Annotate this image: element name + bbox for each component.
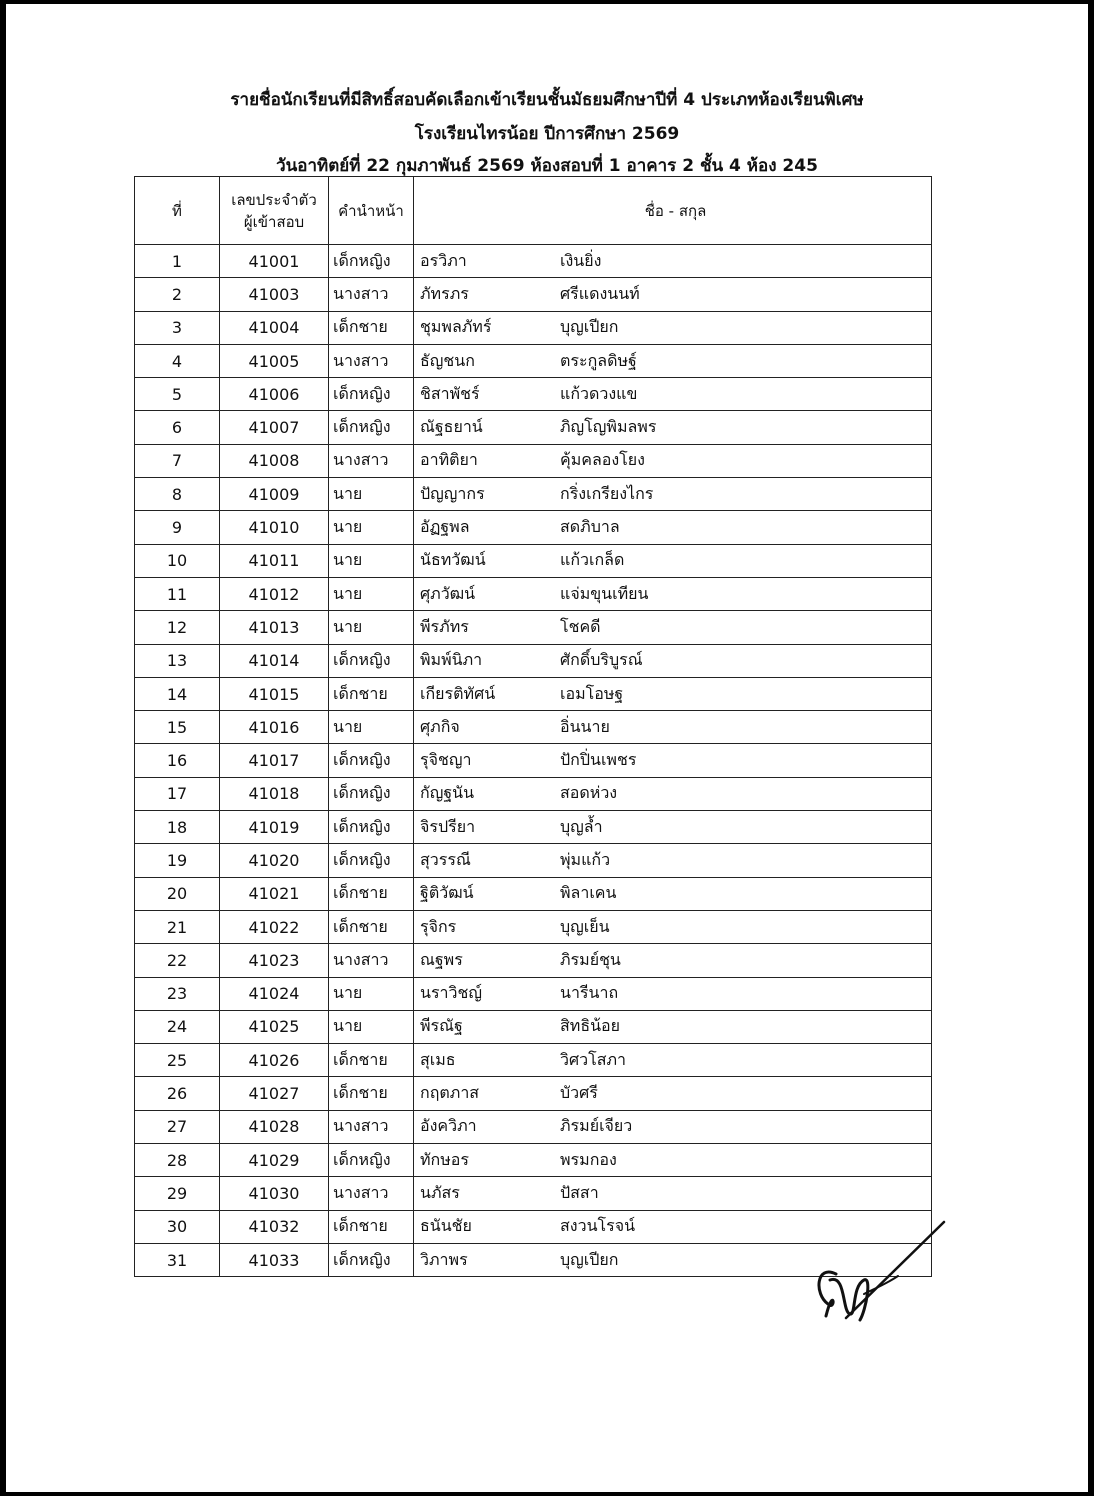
cell-full-name: [414, 611, 932, 644]
table-row: [135, 344, 932, 377]
last-name: ภิญโญพิมลพร: [560, 417, 657, 437]
cell-candidate-id: 41012: [220, 577, 329, 610]
cell-prefix: นาย: [329, 977, 414, 1010]
cell-no: 23: [135, 977, 220, 1010]
table-body: [135, 245, 932, 1277]
table-row: [135, 811, 932, 844]
cell-prefix: เด็กชาย: [329, 910, 414, 943]
column-header-id: [220, 177, 329, 245]
table-row: [135, 644, 932, 677]
last-name: ตระกูลดิษฐ์: [560, 350, 637, 370]
cell-candidate-id: 41033: [220, 1243, 329, 1276]
cell-candidate-id: 41019: [220, 811, 329, 844]
cell-full-name: [414, 411, 932, 444]
cell-full-name: [414, 478, 932, 511]
first-name: นัธทวัฒน์: [420, 550, 486, 570]
cell-candidate-id: 41013: [220, 611, 329, 644]
cell-prefix: เด็กหญิง: [329, 378, 414, 411]
first-name: นภัสร: [420, 1182, 460, 1202]
last-name: นารีนาถ: [560, 983, 619, 1003]
cell-prefix: เด็กหญิง: [329, 1144, 414, 1177]
table-row: [135, 711, 932, 744]
title-line-3: วันอาทิตย์ที่ 22 กุมภาพันธ์ 2569 ห้องสอบที่ 1 อาคาร 2 ชั้น 4 ห้อง 245: [276, 156, 818, 176]
cell-no: 26: [135, 1077, 220, 1110]
cell-full-name: [414, 344, 932, 377]
cell-no: 1: [135, 245, 220, 278]
last-name: เอมโอษฐ: [560, 683, 624, 703]
cell-no: 3: [135, 311, 220, 344]
cell-full-name: [414, 1110, 932, 1143]
table-row: [135, 611, 932, 644]
cell-no: 6: [135, 411, 220, 444]
cell-full-name: [414, 744, 932, 777]
first-name: ภัทรภร: [420, 283, 469, 303]
table-row: [135, 1077, 932, 1110]
table-header-row: [135, 177, 932, 245]
cell-no: 7: [135, 444, 220, 477]
cell-prefix: นางสาว: [329, 344, 414, 377]
cell-candidate-id: 41015: [220, 677, 329, 710]
cell-candidate-id: 41021: [220, 877, 329, 910]
cell-full-name: [414, 777, 932, 810]
cell-candidate-id: 41023: [220, 944, 329, 977]
last-name: อิ่นนาย: [560, 716, 610, 736]
cell-candidate-id: 41020: [220, 844, 329, 877]
cell-candidate-id: 41006: [220, 378, 329, 411]
last-name: แก้วดวงแข: [560, 383, 638, 403]
cell-prefix: เด็กชาย: [329, 1044, 414, 1077]
last-name: สิทธิน้อย: [560, 1016, 620, 1036]
student-roster-table: [134, 176, 932, 1277]
cell-prefix: นางสาว: [329, 444, 414, 477]
cell-prefix: เด็กหญิง: [329, 245, 414, 278]
first-name: กัญฐนัน: [420, 783, 475, 803]
first-name: ศุภวัฒน์: [420, 583, 476, 603]
first-name: ณฐพร: [420, 949, 463, 969]
cell-prefix: เด็กชาย: [329, 877, 414, 910]
table-row: [135, 278, 932, 311]
column-header-prefix: คำนำหน้า: [329, 177, 414, 245]
cell-full-name: [414, 910, 932, 943]
cell-no: 14: [135, 677, 220, 710]
last-name: บุญเปียก: [560, 317, 619, 337]
cell-candidate-id: 41022: [220, 910, 329, 943]
cell-prefix: นาย: [329, 478, 414, 511]
cell-prefix: เด็กชาย: [329, 1210, 414, 1243]
first-name: รุจิชญา: [420, 750, 472, 770]
cell-full-name: [414, 1077, 932, 1110]
last-name: วิศวโสภา: [560, 1049, 627, 1069]
cell-full-name: [414, 378, 932, 411]
cell-prefix: เด็กชาย: [329, 677, 414, 710]
first-name: จิรปรียา: [420, 816, 476, 836]
cell-full-name: [414, 977, 932, 1010]
cell-full-name: [414, 1177, 932, 1210]
cell-full-name: [414, 1144, 932, 1177]
cell-candidate-id: 41018: [220, 777, 329, 810]
cell-no: 31: [135, 1243, 220, 1276]
column-header-no: ที่: [135, 177, 220, 245]
cell-no: 18: [135, 811, 220, 844]
table-row: [135, 478, 932, 511]
last-name: ศักดิ์บริบูรณ์: [560, 650, 643, 670]
first-name: ณัฐธยาน์: [420, 417, 483, 437]
cell-no: 13: [135, 644, 220, 677]
cell-no: 12: [135, 611, 220, 644]
cell-candidate-id: 41011: [220, 544, 329, 577]
cell-candidate-id: 41004: [220, 311, 329, 344]
table-row: [135, 977, 932, 1010]
first-name: ทักษอร: [420, 1149, 469, 1169]
cell-candidate-id: 41024: [220, 977, 329, 1010]
cell-no: 25: [135, 1044, 220, 1077]
last-name: แจ่มขุนเทียน: [560, 583, 649, 603]
cell-prefix: เด็กหญิง: [329, 644, 414, 677]
first-name: กฤตภาส: [420, 1083, 480, 1103]
last-name: ภิรมย์เจียว: [560, 1116, 633, 1136]
cell-prefix: นางสาว: [329, 944, 414, 977]
cell-no: 16: [135, 744, 220, 777]
cell-candidate-id: 41003: [220, 278, 329, 311]
last-name: พุ่มแก้ว: [560, 849, 611, 869]
cell-no: 11: [135, 577, 220, 610]
cell-candidate-id: 41001: [220, 245, 329, 278]
last-name: แก้วเกล็ด: [560, 550, 625, 570]
first-name: ศุภกิจ: [420, 716, 460, 736]
cell-full-name: [414, 844, 932, 877]
signature-image: [806, 1214, 946, 1324]
cell-full-name: [414, 1044, 932, 1077]
cell-prefix: เด็กหญิง: [329, 844, 414, 877]
cell-candidate-id: 41014: [220, 644, 329, 677]
cell-candidate-id: 41026: [220, 1044, 329, 1077]
cell-prefix: เด็กชาย: [329, 1077, 414, 1110]
cell-full-name: [414, 511, 932, 544]
table-row: [135, 577, 932, 610]
cell-no: 17: [135, 777, 220, 810]
title-line-1: รายชื่อนักเรียนที่มีสิทธิ์สอบคัดเลือกเข้าเรียนชั้นมัธยมศึกษาปีที่ 4 ประเภทห้องเรียนพิเศษ: [230, 90, 864, 110]
cell-no: 30: [135, 1210, 220, 1243]
cell-no: 28: [135, 1144, 220, 1177]
cell-full-name: [414, 245, 932, 278]
cell-full-name: [414, 544, 932, 577]
cell-candidate-id: 41029: [220, 1144, 329, 1177]
table-row: [135, 1110, 932, 1143]
table-row: [135, 1044, 932, 1077]
cell-prefix: เด็กหญิง: [329, 777, 414, 810]
cell-no: 20: [135, 877, 220, 910]
last-name: สอดห่วง: [560, 783, 618, 803]
table-row: [135, 1144, 932, 1177]
cell-prefix: นาย: [329, 1010, 414, 1043]
table-row: [135, 744, 932, 777]
cell-full-name: [414, 811, 932, 844]
cell-prefix: เด็กหญิง: [329, 744, 414, 777]
last-name: โชคดี: [560, 616, 601, 636]
cell-candidate-id: 41030: [220, 1177, 329, 1210]
first-name: ชิสาพัชร์: [420, 383, 480, 403]
cell-full-name: [414, 1010, 932, 1043]
cell-full-name: [414, 311, 932, 344]
last-name: บุญเปียก: [560, 1249, 619, 1269]
cell-prefix: นางสาว: [329, 278, 414, 311]
cell-candidate-id: 41025: [220, 1010, 329, 1043]
first-name: ธัญชนก: [420, 350, 475, 370]
first-name: สุวรรณี: [420, 849, 471, 869]
last-name: ปักปิ่นเพชร: [560, 750, 637, 770]
cell-prefix: นาย: [329, 544, 414, 577]
first-name: ชุมพลภัทร์: [420, 317, 492, 337]
cell-no: 21: [135, 910, 220, 943]
cell-full-name: [414, 644, 932, 677]
table-row: [135, 944, 932, 977]
first-name: ฐิติวัฒน์: [420, 883, 474, 903]
cell-no: 4: [135, 344, 220, 377]
cell-full-name: [414, 944, 932, 977]
first-name: ปัญญากร: [420, 483, 485, 503]
cell-prefix: นางสาว: [329, 1110, 414, 1143]
table-row: [135, 777, 932, 810]
table-row: [135, 245, 932, 278]
cell-no: 29: [135, 1177, 220, 1210]
first-name: พีรณัฐ: [420, 1016, 463, 1036]
first-name: พิมพ์นิภา: [420, 650, 483, 670]
cell-full-name: [414, 677, 932, 710]
document-page: [6, 4, 1088, 1492]
cell-candidate-id: 41027: [220, 1077, 329, 1110]
cell-candidate-id: 41016: [220, 711, 329, 744]
cell-candidate-id: 41007: [220, 411, 329, 444]
table-row: [135, 844, 932, 877]
cell-full-name: [414, 877, 932, 910]
last-name: กริ่งเกรียงไกร: [560, 483, 654, 503]
cell-prefix: เด็กหญิง: [329, 811, 414, 844]
cell-prefix: เด็กหญิง: [329, 1243, 414, 1276]
last-name: ภิรมย์ชุน: [560, 949, 621, 969]
cell-full-name: [414, 711, 932, 744]
cell-prefix: นาย: [329, 711, 414, 744]
last-name: ปัสสา: [560, 1182, 599, 1202]
cell-prefix: นาย: [329, 577, 414, 610]
table-row: [135, 511, 932, 544]
first-name: อัฏฐพล: [420, 517, 470, 537]
cell-candidate-id: 41028: [220, 1110, 329, 1143]
cell-candidate-id: 41005: [220, 344, 329, 377]
first-name: อรวิภา: [420, 250, 467, 270]
cell-full-name: [414, 577, 932, 610]
last-name: คุ้มคลองโยง: [560, 450, 645, 470]
table-row: [135, 444, 932, 477]
column-header-id-line2: ผู้เข้าสอบ: [243, 212, 305, 231]
cell-prefix: เด็กหญิง: [329, 411, 414, 444]
last-name: ศรีแดงนนท์: [560, 283, 640, 303]
first-name: เกียรติทัศน์: [420, 683, 496, 703]
cell-no: 19: [135, 844, 220, 877]
column-header-name: ชื่อ - สกุล: [414, 177, 932, 245]
last-name: สดภิบาล: [560, 517, 620, 537]
cell-prefix: เด็กชาย: [329, 311, 414, 344]
cell-prefix: นาย: [329, 611, 414, 644]
last-name: เงินยิ่ง: [560, 250, 602, 270]
cell-candidate-id: 41017: [220, 744, 329, 777]
table-row: [135, 877, 932, 910]
cell-full-name: [414, 444, 932, 477]
table-row: [135, 910, 932, 943]
table-row: [135, 311, 932, 344]
last-name: บุญล้ำ: [560, 816, 603, 836]
last-name: บัวศรี: [560, 1083, 598, 1103]
table-row: [135, 1177, 932, 1210]
cell-no: 2: [135, 278, 220, 311]
cell-candidate-id: 41008: [220, 444, 329, 477]
cell-full-name: [414, 278, 932, 311]
last-name: พิลาเคน: [560, 883, 617, 903]
last-name: สงวนโรจน์: [560, 1216, 635, 1236]
table-row: [135, 378, 932, 411]
first-name: อาทิติยา: [420, 450, 478, 470]
column-header-id-line1: เลขประจำตัว: [231, 190, 317, 209]
table-row: [135, 411, 932, 444]
first-name: อังควิภา: [420, 1116, 477, 1136]
first-name: พีรภัทร: [420, 616, 469, 636]
cell-prefix: นาย: [329, 511, 414, 544]
cell-no: 15: [135, 711, 220, 744]
cell-no: 24: [135, 1010, 220, 1043]
table-row: [135, 1010, 932, 1043]
cell-no: 22: [135, 944, 220, 977]
cell-candidate-id: 41032: [220, 1210, 329, 1243]
table-row: [135, 677, 932, 710]
first-name: ธนันชัย: [420, 1216, 472, 1236]
first-name: วิภาพร: [420, 1249, 468, 1269]
last-name: พรมกอง: [560, 1149, 617, 1169]
last-name: บุญเย็น: [560, 916, 610, 936]
first-name: นราวิชญ์: [420, 983, 482, 1003]
cell-no: 8: [135, 478, 220, 511]
cell-no: 10: [135, 544, 220, 577]
cell-no: 27: [135, 1110, 220, 1143]
cell-no: 9: [135, 511, 220, 544]
table-row: [135, 544, 932, 577]
cell-candidate-id: 41010: [220, 511, 329, 544]
cell-candidate-id: 41009: [220, 478, 329, 511]
title-line-2: โรงเรียนไทรน้อย ปีการศึกษา 2569: [414, 124, 680, 144]
first-name: สุเมธ: [420, 1049, 456, 1069]
first-name: รุจิกร: [420, 916, 457, 936]
cell-prefix: นางสาว: [329, 1177, 414, 1210]
cell-no: 5: [135, 378, 220, 411]
